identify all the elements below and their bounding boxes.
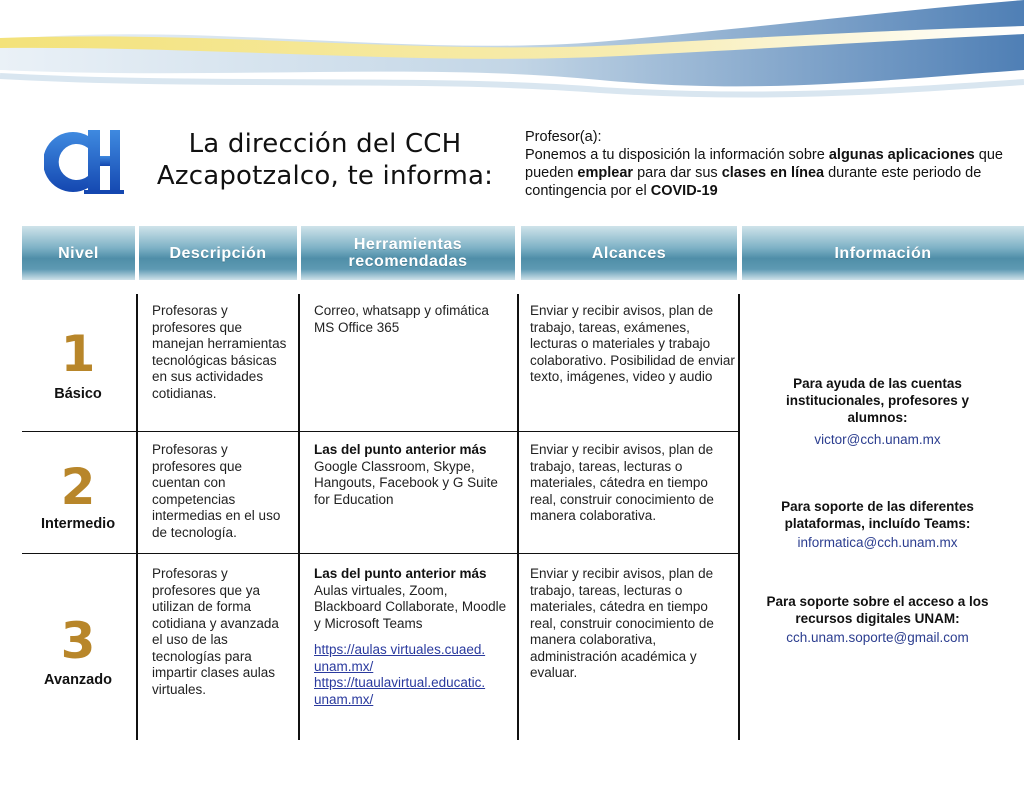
intro-b1: algunas aplicaciones	[828, 147, 975, 163]
row2-description: Profesoras y profesores que cuentan con competencias intermedias en el uso de tecnología.	[152, 442, 281, 540]
level-number-2: 2	[60, 458, 96, 516]
intro-greeting: Profesor(a):	[525, 129, 602, 145]
grid-vline-4	[738, 294, 740, 740]
link-tuaulavirtual-line1[interactable]: https://tuaulavirtual.educatic.	[314, 675, 486, 690]
row2-tools	[314, 442, 512, 508]
row3-tools-heading: Las del punto anterior más	[314, 566, 487, 581]
row2-scope: Enviar y recibir avisos, plan de trabajo, tareas, lecturas o materiales, cátedra en tiempo real, construir conocimiento de manera colaborativa.	[530, 442, 714, 523]
level-number-1: 1	[60, 325, 96, 383]
info-block-platforms	[750, 498, 1005, 550]
row3-description: Profesoras y profesores que ya utilizan de forma cotidiana y avanzada el uso de las tecnologías para impartir clases aulas virtuales.	[152, 566, 279, 697]
page-title	[150, 128, 500, 192]
intro-t1: Ponemos a tu disposición la información sobre	[525, 147, 829, 163]
grid-vline-3	[517, 294, 519, 740]
level-number-3: 3	[60, 612, 96, 670]
intro-b2: emplear	[577, 165, 634, 181]
info-block-resources	[750, 593, 1005, 645]
level-label-2: Intermedio	[40, 516, 116, 532]
col-header-herramientas: Herramientas recomendadas	[301, 226, 515, 280]
intro-t3: para dar sus	[633, 165, 722, 181]
row3-scope: Enviar y recibir avisos, plan de trabajo, tareas, lecturas o materiales, cátedra en tiempo real, construir conocimiento de manera colaborativa, administración académica y evaluar.	[530, 566, 714, 680]
email-soporte[interactable]: cch.unam.soporte@gmail.com	[786, 630, 969, 645]
header-wave-decoration	[0, 0, 1024, 120]
level-label-1: Básico	[54, 386, 102, 402]
link-aulas-virtuales-line2[interactable]: unam.mx/	[314, 658, 374, 674]
row3-tools-text: Aulas virtuales, Zoom, Blackboard Collaborate, Moodle y Microsoft Teams	[314, 582, 507, 631]
intro-b4: COVID-19	[650, 183, 718, 199]
email-informatica[interactable]: informatica@cch.unam.mx	[797, 535, 958, 550]
link-aulas-virtuales-line1[interactable]: https://aulas virtuales.cuaed.	[314, 642, 486, 657]
info-heading-platforms: Para soporte de las diferentes plataformas, incluído Teams:	[781, 499, 974, 531]
info-heading-accounts: Para ayuda de las cuentas institucionales, profesores y alumnos:	[785, 376, 970, 425]
info-block-accounts	[750, 375, 1005, 447]
col-header-informacion: Información	[742, 226, 1024, 280]
intro-text	[525, 128, 1005, 200]
intro-b3: clases en línea	[721, 165, 825, 181]
row2-tools-text: Google Classroom, Skype, Hangouts, Facebook y G Suite for Education	[314, 458, 498, 507]
row3-tools	[314, 566, 512, 708]
row1-tools	[314, 303, 512, 336]
intro-body	[525, 146, 1005, 200]
cch-logo	[44, 126, 124, 198]
grid-hline-2	[22, 553, 740, 554]
email-victor[interactable]: victor@cch.unam.mx	[814, 432, 941, 447]
title-line-1: La dirección del CCH	[188, 129, 462, 159]
col-header-nivel: Nivel	[22, 226, 135, 280]
grid-vline-2	[298, 294, 300, 740]
intro-t2: que pueden	[525, 147, 1003, 181]
row1-description: Profesoras y profesores que manejan herramientas tecnológicas básicas en sus actividades cotidianas.	[152, 303, 287, 401]
grid-hline-1	[22, 431, 740, 432]
intro-t4: durante este periodo de contingencia por el	[525, 165, 982, 199]
col-header-descripcion: Descripción	[139, 226, 297, 280]
col-header-alcances: Alcances	[521, 226, 737, 280]
row1-tools-text: Correo, whatsapp y ofimática MS Office 365	[314, 303, 489, 335]
title-line-2: Azcapotzalco, te informa:	[156, 161, 494, 191]
row1-scope: Enviar y recibir avisos, plan de trabajo, tareas, exámenes, lecturas o materiales y trabajo colaborativo. Posibilidad de enviar texto, imágenes, video y audio	[530, 303, 735, 384]
level-label-3: Avanzado	[44, 672, 112, 688]
link-tuaulavirtual-line2[interactable]: unam.mx/	[314, 691, 374, 707]
info-heading-resources: Para soporte sobre el acceso a los recursos digitales UNAM:	[766, 594, 989, 626]
row2-tools-heading: Las del punto anterior más	[314, 442, 487, 457]
